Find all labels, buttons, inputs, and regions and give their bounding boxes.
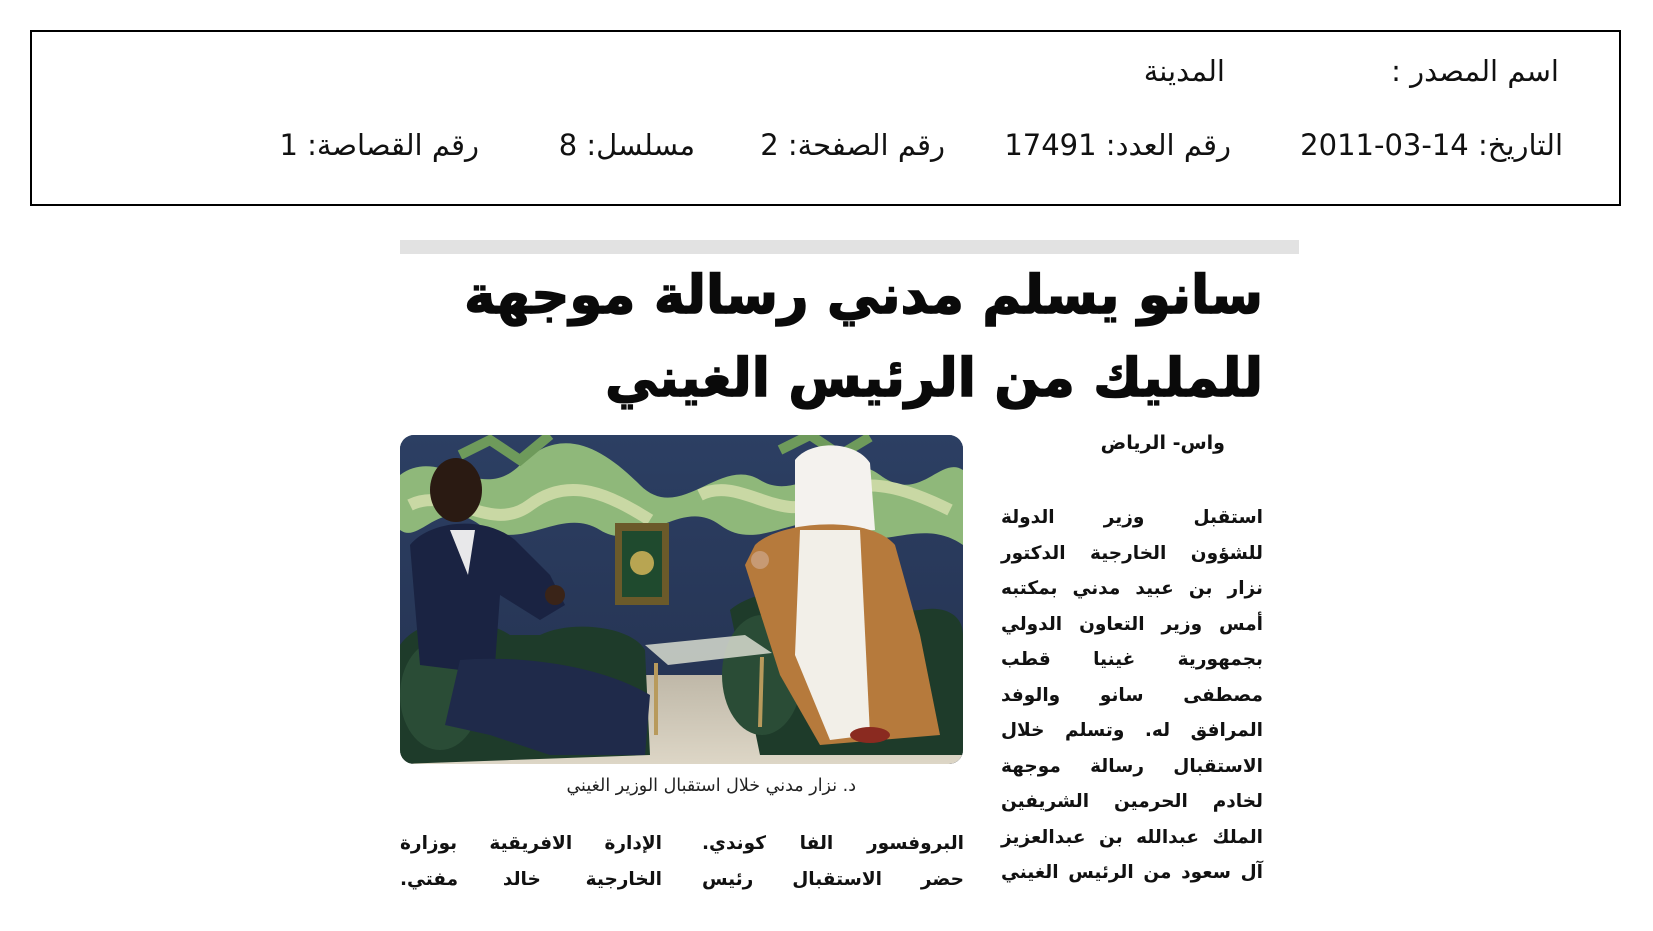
article-photo [400,435,963,764]
article-line: للشؤون الخارجية الدكتور [1001,542,1263,564]
article-line: أمس وزير التعاون الدولي [1001,613,1263,635]
page-number-field: رقم الصفحة: 2 [760,128,945,162]
article-top-rule [400,240,1299,254]
article-line: الاستقبال رسالة موجهة [1001,755,1263,777]
meeting-photo-illustration [400,435,963,764]
article-column-right [1001,500,1263,891]
article-line: الإدارة الافريقية بوزارة [400,833,662,854]
article-line: حضر الاستقبال رئيس [702,868,964,890]
source-value: المدينة [1143,54,1225,88]
article-line: آل سعود من الرئيس الغيني [1001,862,1263,883]
article-line: الخارجية خالد مفتي. [400,868,662,890]
article-line: البروفسور الفا كوندي. [702,833,964,854]
source-label: اسم المصدر : [1391,54,1559,88]
article-line: الملك عبدالله بن عبدالعزيز [1001,826,1263,848]
photo-caption: د. نزار مدني خلال استقبال الوزير الغيني [566,776,856,796]
article-line: لخادم الحرمين الشريفين [1001,791,1263,812]
article-column-middle [702,826,964,897]
article-line: نزار بن عبيد مدني بمكتبه [1001,578,1263,599]
article-line: بجمهورية غينيا قطب [1001,649,1263,670]
headline-line-2: للمليك من الرئيس الغيني [605,348,1263,409]
article-column-left [400,826,662,897]
source-info-box [30,30,1621,206]
clip-number-field: رقم القصاصة: 1 [279,128,479,162]
article-line: مصطفى سانو والوفد [1001,684,1263,706]
headline-line-1: سانو يسلم مدني رسالة موجهة [464,265,1263,326]
article-line: استقبل وزير الدولة [1001,507,1263,528]
article-line: المرافق له. وتسلم خلال [1001,720,1263,741]
issue-number-field: رقم العدد: 17491 [1004,128,1231,162]
serial-field: مسلسل: 8 [558,128,695,162]
article-dateline: واس- الرياض [1100,432,1225,454]
date-field: التاريخ: 14-03-2011 [1300,128,1563,162]
